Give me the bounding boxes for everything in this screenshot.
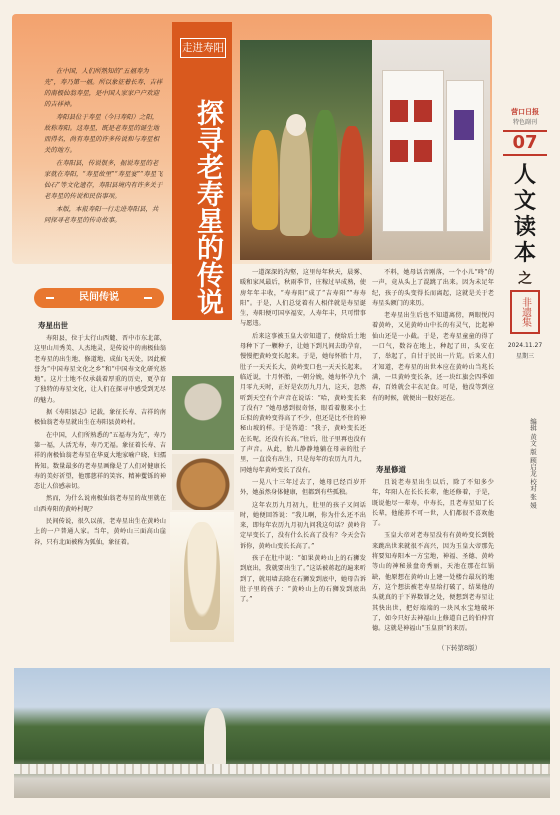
page-number: 07 — [503, 130, 547, 156]
article-paragraph: 在中国，人们所熟悉的“五福寿为先”，寿乃第一福，人活无寿，寿乃无福。象征着长寿、吉祥的南极仙翁老寿星在华夏大地家喻户晓、妇孺皆知。数量最多的老寿星画像是了人们对健康长寿的美好祈望，他那慈祥的笑容、精神矍铄的神态让人倍感亲切。 — [34, 431, 166, 491]
section-connector: 之 — [518, 271, 532, 287]
continued-note: （下转第8版） — [438, 644, 482, 652]
article-paragraph: 孩子在肚中说：“如果黄岭山上的石狮发到底出，我就要出生了。”这话被蒋起的遍来听到了，就用墙去除在石狮发到底中，她母告诉肚子里的孩子：“黄岭山上的石狮发到底出了。” — [240, 555, 366, 604]
article-paragraph: 不料，她母话音刚落，一个小儿“咚”的一声，竟从头上了混跳了出来。因为未足年纪，孩子的头变得长而离起，这就是关于老寿星头额门的来历。 — [372, 269, 494, 307]
article-column-4 — [372, 478, 494, 638]
article-paragraph: 玉皇大帝对老寿星没有有黄岭变长到脱来跳出世来就很不高兴，因为玉皇大帝那先将要知寿阳本一方宝地，神福、圣德、黄岭等山的神秘景盘奇秀丽，天池在那在红锅缺，他原想在黄岭山上建一处楼台最玩的地方，这个想法被老寿星给打破了，结果他的头就真的于下界数罪之处，便想到老寿星让其快出世，把好端端的一块风水宝地破坏了，如今只好去神福山上修道自己的伯仲宫德。这就是神福山“玉皇顶”的来历。 — [372, 532, 494, 633]
shouxing-carving-photo — [170, 512, 234, 642]
article-paragraph: 然而，为什么说南极仙翁老寿星的故里就在山西寿阳的黄岭村呢？ — [34, 495, 166, 513]
title-tag: 走进寿阳 — [180, 38, 226, 58]
intro-paragraph: 在中国，人们所熟知的“五福寿为先”，寿乃第一福。所以象征着长寿、吉祥的南极仙翁寿星，是中国人家家户户欢迎的吉祥神。 — [44, 67, 163, 108]
article-paragraph: 一晃八十三年过去了，她母已经百岁开外，她虽然身体健康，但都到有些孤独。 — [240, 478, 366, 497]
intro-paragraph: 寿阳县位于寿星（今曰寿阳）之阳，故称寿阳。这寿星，既是老寿星的诞生地而得名，尚有寿星的许多传说和与寿星相关的地方。 — [44, 113, 160, 154]
section-name: 人文读本 — [513, 162, 536, 266]
article-paragraph: 且说老寿星出生以后，除了不知多少年，年阳人在长长长辈，他还修着，于是，既说他尽一辈寿，中寿长，且老寿星知了长长辈，他能养不可一世，人们都很不喜欢他了。 — [372, 479, 494, 528]
subhead-practice: 寿星修道 — [376, 465, 406, 474]
page-title: 探寻老寿星的传说 — [192, 99, 223, 315]
article-column-3 — [372, 268, 494, 458]
article-paragraph: 寿阳县，位于太行山西麓、晋中市东北部，这里山川秀美、人杰地灵，是传说中的南极仙翁老寿星的出生地、修道地、成仙飞天处，因此被誉为“中国寿星文化之乡”和“中国寿文化研究基地”。这片土地不仅承载着厚重的历史，更孕育了独特的寿星文化，让人们在探寻中感受到无尽的魅力。 — [34, 335, 166, 404]
masthead — [500, 108, 550, 360]
column-seal: 非遗集 — [510, 290, 540, 334]
section-header: 民间传说 — [34, 288, 164, 308]
costume-performers-photo — [240, 40, 372, 260]
paper-subtitle: 特色副刊 — [512, 119, 537, 126]
article-paragraph: 据《寿阳县志》记载，象征长寿、吉祥的南极仙翁老寿星就出生在寿阳县黄岭村。 — [34, 409, 166, 427]
issue-date: 2024.11.27 — [507, 342, 543, 349]
article-paragraph: 后来这事被玉皇大帝知道了，便给后土地母种下了一颗种子，让她下到凡间去助孕育，慢慢把黄岭变长起来。于是，她每怀胎十月，肚子一天天长大，黄岭变口也一天天长起来。临近说，十月怀胎，一朝分娩，她每怀孕九个月零九天时，正好是农历九月九，这天，忽然听到天空有个声音在说话：“哈，黄岭变长来了没有？”她母感到很奇怪，眼看着腹来小土丘似的黄岭变得高了不少，但还是比不住的神秘山坡的样。于是答道：“我子，黄岭变长还在长呢，还没有长高。”往后，肚子里再也没有了声音。从此，胎儿静静地躺在母亲的肚子里，一直没有出生，只是每年的农历九月九，同她每年黄岭变长了没有。 — [240, 332, 366, 474]
article-column-2 — [240, 268, 366, 663]
issue-weekday: 星期三 — [515, 353, 534, 360]
editor-credits: 编辑 黄文 版 顾启龙 校对 张 媛 — [529, 418, 537, 509]
article-paragraph: 一道深深的沟壑，这里每年秋天，晨雾、暖和家风最后，秋雨季节，庄稼过早成熟，使房年年丰收，“寿寿阳”成了“吉寿阳”“寿寿阳”。于是，人们总觉着有人相伴就是寿星诞生，寿阳便可国享福安，人寿年丰，只可惜事与愿违。 — [240, 269, 366, 328]
shouxing-statue-photo — [172, 376, 234, 450]
intro-paragraph: 在寿阳县，传说很多，据说寿星的老家就在寿阳，“寿星故里”“寿星宴”“寿星飞仙石”等文化遗存，寿阳县境内有许多关于老寿星的传说和民俗事项。 — [44, 159, 163, 200]
subhead-origin: 寿星出世 — [38, 321, 68, 330]
intro-paragraph: 本版，本报寿阳一行走进寿阳县，共同探寻老寿星的传奇故事。 — [44, 205, 159, 224]
shouxing-park-photo — [14, 668, 550, 798]
article-paragraph: 民间传说，很久以前，老寿星出生在黄岭山上的一户普通人家。当年，黄岭山三面高山崖谷，只有北面被称为狐仙，象征着。 — [34, 518, 166, 546]
article-paragraph: 老寿星出生后也不知道离傍，两眼悦闪着黄岭，又见黄岭山中长的有灵气，比起神仙山还是一小截。于是，老寿星童童的得了一口气，数谷在地上，种起了田，头安在了，举起了，自甘于民出一片荒。后来人们才知道，老寿星的出世本应在黄岭山当兆长满，一旦黄岭变长条，还一块红旗会四季如春，百姓就会丰衣足食。可是，他没等到应有的时候，就便出一股好运在。 — [372, 312, 494, 402]
exhibition-hall-photo — [372, 40, 490, 260]
article-column-1 — [34, 334, 166, 664]
paper-name: 营口日报 — [511, 108, 539, 116]
carved-plate-photo — [172, 454, 234, 510]
article-paragraph: 这年农历九月初九，肚里的孩子又问话时，她便回答说：“我儿啊，你为什么还不出来，即每年农历九月初九问我这句话？黄岭肯定早变长了，没有什么长高了没有？今天会告诉你，黄岭山变长长高了。” — [240, 501, 366, 550]
intro-text — [44, 66, 164, 256]
